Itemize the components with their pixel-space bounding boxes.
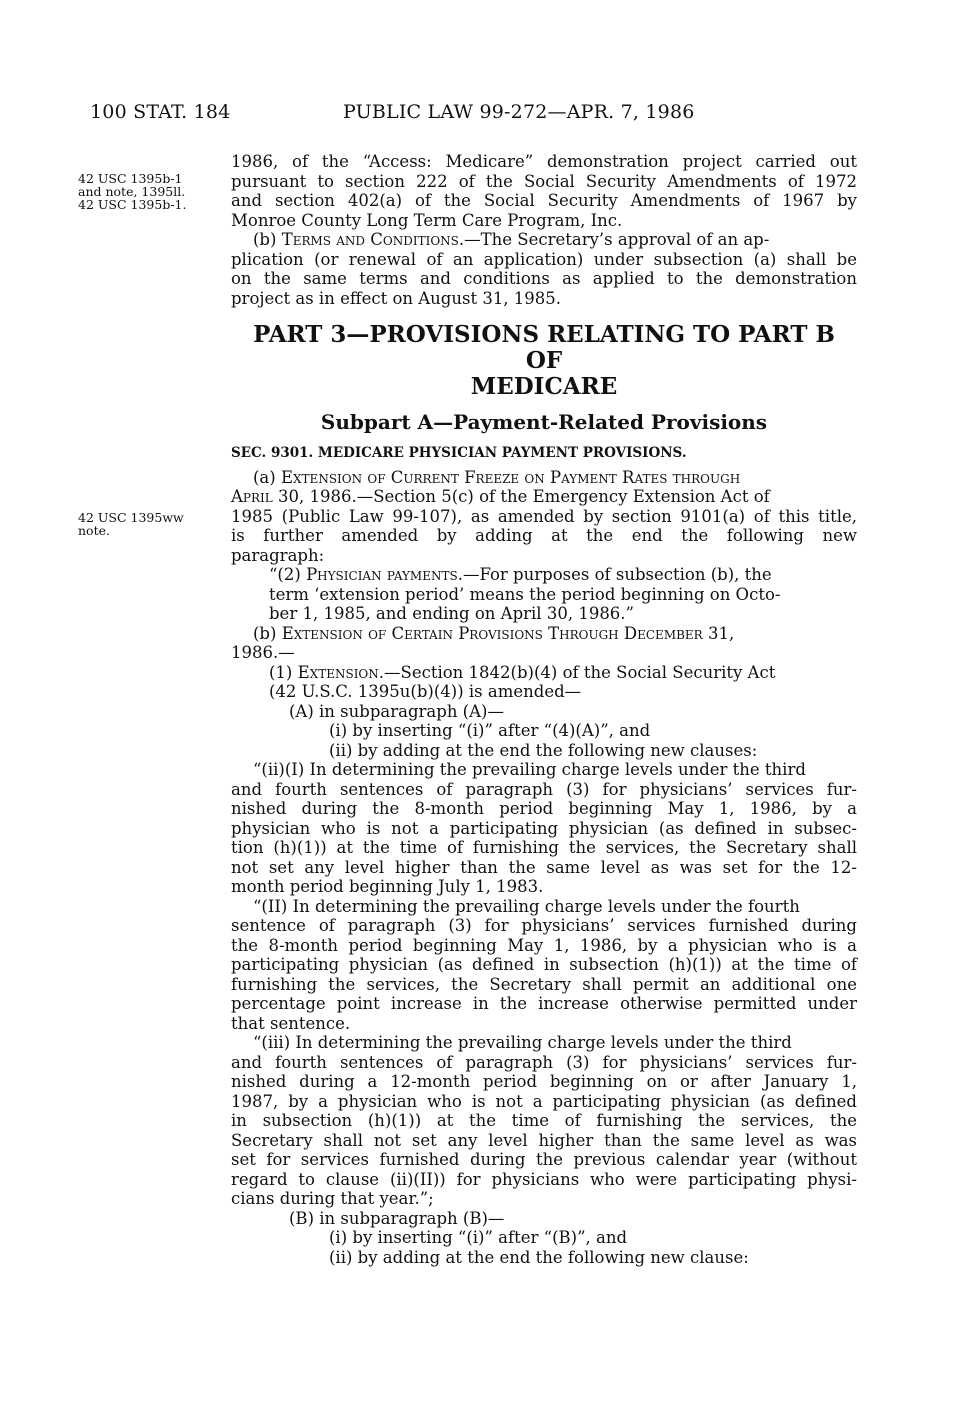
text-span: .—The Secretary’s approval of an ap- (458, 230, 770, 249)
text-line: regard to clause (ii)(II)) for physicians who were participating physi- (231, 1169, 857, 1189)
text-line: participating physician (as defined in subsection (h)(1)) at the time of (231, 955, 857, 974)
text-line: “(ii)(I) In determining the prevailing charge levels under the third (253, 760, 806, 779)
text-line (231, 468, 857, 488)
paragraph-b1-extension (231, 663, 857, 702)
text-line: (42 U.S.C. 1395u(b)(4)) is amended— (269, 682, 582, 701)
subsection-b-extension (231, 624, 857, 663)
text-line: is further amended by adding at the end the following new (231, 526, 857, 545)
subsection-label: (b) (253, 230, 282, 249)
running-title: PUBLIC LAW 99-272—APR. 7, 1986 (343, 101, 695, 123)
text-line: plication (or renewal of an application) under subsection (a) shall be (231, 249, 857, 269)
part-title-line: MEDICARE (470, 373, 618, 400)
margin-note-usc-1395ww (78, 511, 228, 537)
text-line: paragraph: (231, 545, 325, 565)
clause-a-i: (i) by inserting “(i)” after “(4)(A)”, and (329, 721, 651, 740)
text-span: .—Section 1842(b)(4) of the Social Security Act (378, 662, 776, 682)
margin-note-line: 42 USC 1395b-1. (78, 197, 187, 212)
subsection-label: (a) (253, 467, 281, 487)
margin-note-usc-1395b (78, 172, 228, 211)
subpart-title: Subpart A—Payment-Related Provisions (320, 410, 768, 434)
text-line: set for services furnished during the previous calendar year (without (231, 1150, 857, 1169)
section-heading: SEC. 9301. MEDICARE PHYSICIAN PAYMENT PROVISIONS. (231, 445, 687, 461)
margin-note-line: and note, 1395ll. (78, 184, 186, 199)
text-line: physician who is not a participating physician (as defined in subsec- (231, 818, 857, 838)
text-line: 1986, of the “Access: Medicare” demonstration project carried out (231, 152, 857, 171)
subparagraph-b: (B) in subparagraph (B)— (289, 1208, 505, 1228)
text-line: percentage point increase in the increase otherwise permitted under (231, 994, 857, 1013)
margin-note-line: 42 USC 1395ww (78, 510, 184, 525)
page-reference: 100 STAT. 184 (90, 101, 231, 123)
text-line: month period beginning July 1, 1983. (231, 877, 544, 896)
text-span: 31, (702, 623, 735, 643)
text-line: 1986.— (231, 643, 295, 662)
text-span: 30, 1986.—Section 5(c) of the Emergency Extension Act of (272, 487, 770, 506)
text-line (231, 487, 857, 507)
text-line (231, 663, 857, 683)
paragraph-a2-physician-payments (231, 565, 857, 624)
subparagraph-a: (A) in subparagraph (A)— (289, 701, 504, 721)
text-line: 1987, by a physician who is not a participating physician (as defined (231, 1091, 857, 1111)
subsection-caption: April (231, 487, 273, 506)
text-line (231, 565, 857, 585)
text-line: “(II) In determining the prevailing charge levels under the fourth (253, 896, 800, 916)
text-line: furnishing the services, the Secretary shall permit an additional one (231, 974, 857, 994)
subsection-a-extension (231, 468, 857, 566)
body-text (231, 152, 857, 1267)
text-line: the 8-month period beginning May 1, 1986, by a physician who is a (231, 935, 857, 955)
text-line: that sentence. (231, 1013, 351, 1033)
part-title (231, 322, 857, 400)
text-line: term ‘extension period’ means the period beginning on Octo- (269, 584, 781, 604)
clause-b-i: (i) by inserting “(i)” after “(B)”, and (329, 1228, 628, 1247)
subsection-caption: Terms and Conditions (281, 230, 459, 249)
text-line (231, 624, 857, 644)
text-line (231, 230, 857, 250)
subsection-label: (b) (253, 623, 282, 643)
margin-note-line: note. (78, 523, 110, 538)
paragraph-demonstration-project (231, 152, 857, 230)
subsection-b-terms-conditions (231, 230, 857, 308)
text-line: “(iii) In determining the prevailing charge levels under the third (253, 1033, 792, 1052)
quoted-clause-II (231, 897, 857, 1034)
text-line: tion (h)(1)) at the time of furnishing the services, the Secretary shall (231, 838, 857, 857)
text-line: project as in effect on August 31, 1985. (231, 288, 562, 308)
text-line: in subsection (h)(1)) at the time of furnishing the services, the (231, 1111, 857, 1130)
paragraph-caption: Extension (297, 662, 379, 682)
paragraph-label: “(2) (269, 565, 307, 584)
text-line: not set any level higher than the same level as was set for the 12- (231, 857, 857, 877)
text-line: 1985 (Public Law 99-107), as amended by section 9101(a) of this title, (231, 506, 857, 526)
text-line: Secretary shall not set any level higher than the same level as was (231, 1130, 857, 1150)
text-line: and fourth sentences of paragraph (3) for physicians’ services fur- (231, 1052, 857, 1072)
text-line: Monroe County Long Term Care Program, Inc. (231, 210, 623, 230)
text-line: sentence of paragraph (3) for physicians’ services furnished during (231, 916, 857, 935)
paragraph-caption: Physician payments (306, 565, 458, 584)
margin-note-line: 42 USC 1395b-1 (78, 171, 183, 186)
text-line: ber 1, 1985, and ending on April 30, 1986.” (269, 604, 634, 623)
subsection-caption: Extension of Current Freeze on Payment Rates through (280, 467, 741, 487)
text-line: on the same terms and conditions as applied to the demonstration (231, 269, 857, 288)
clause-a-ii: (ii) by adding at the end the following new clauses: (329, 740, 758, 760)
clause-b-ii: (ii) by adding at the end the following new clause: (329, 1247, 749, 1267)
text-line: and section 402(a) of the Social Security Amendments of 1967 by (231, 191, 857, 210)
quoted-clause-ii-I (231, 760, 857, 897)
text-line: nished during a 12-month period beginning on or after January 1, (231, 1072, 857, 1091)
text-line: and fourth sentences of paragraph (3) for physicians’ services fur- (231, 779, 857, 799)
paragraph-label: (1) (269, 662, 298, 682)
text-line: cians during that year.”; (231, 1189, 434, 1208)
subsection-caption: Extension of Certain Provisions Through December (281, 623, 703, 643)
text-span: .—For purposes of subsection (b), the (457, 565, 772, 584)
part-title-line: PART 3—PROVISIONS RELATING TO PART B OF (253, 321, 835, 374)
text-line: pursuant to section 222 of the Social Security Amendments of 1972 (231, 171, 857, 191)
text-line: nished during the 8-month period beginning May 1, 1986, by a (231, 799, 857, 818)
quoted-clause-iii (231, 1033, 857, 1209)
